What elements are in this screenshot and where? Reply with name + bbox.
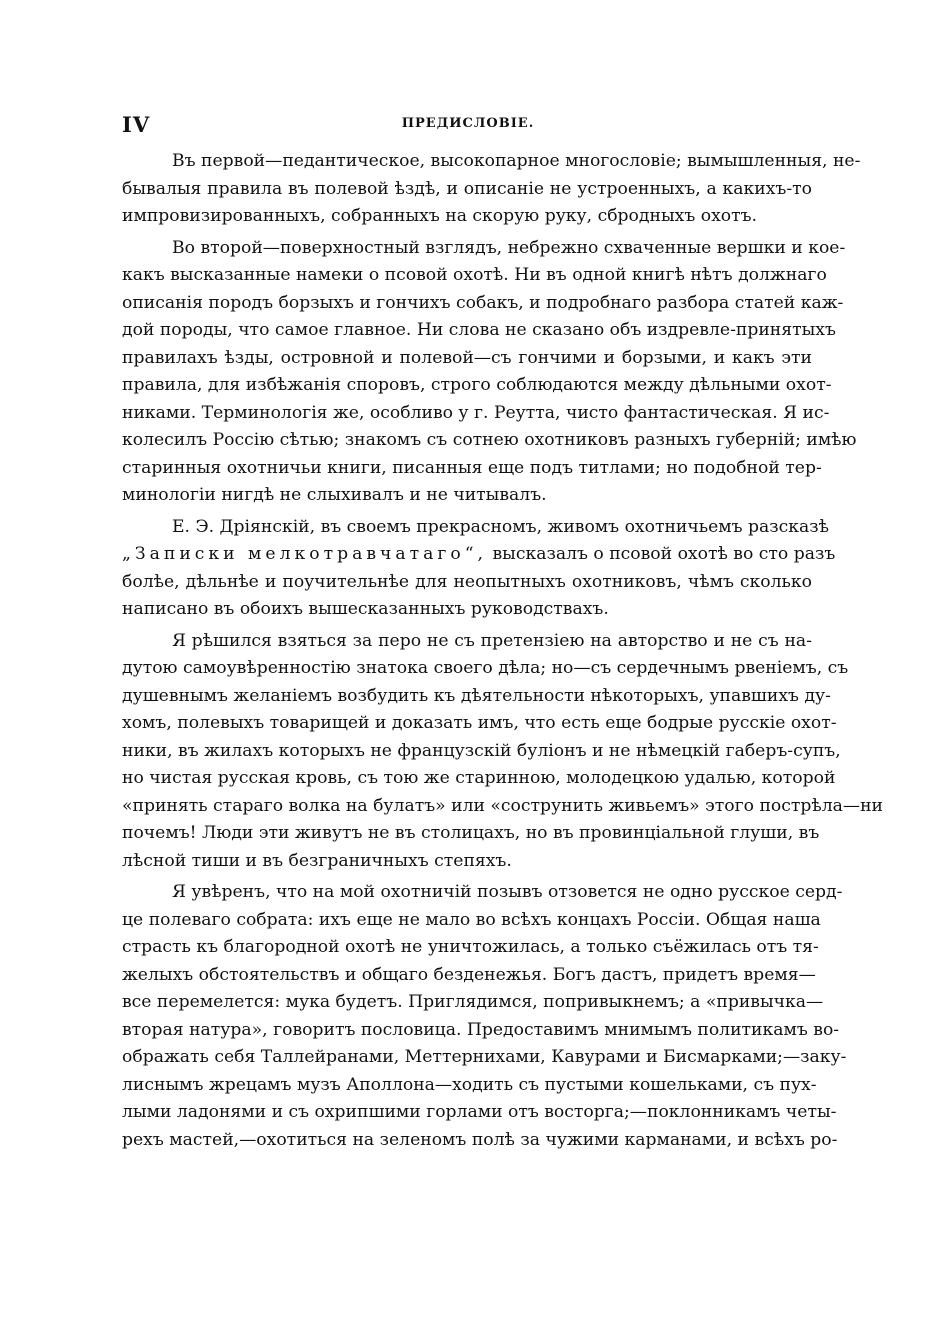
text-line: рехъ мастей,—охотиться на зеленомъ полѣ за чужими карманами, и всѣхъ ро-	[122, 1129, 838, 1150]
text-line: желыхъ обстоятельствъ и общаго безденежья. Богъ дастъ, придетъ время—	[122, 964, 816, 985]
text-line: Во второй—поверхностный взглядъ, небрежно схваченные вершки и кое-	[172, 237, 846, 258]
text-line: лыми ладонями и съ охрипшими горлами отъ восторга;—поклонникамъ четы-	[122, 1102, 837, 1122]
text-line: вторая натура», говоритъ пословица. Предоставимъ мнимымъ политикамъ во-	[122, 1019, 840, 1040]
text-line: какъ высказанные намеки о псовой охотѣ. Ни въ одной книгѣ нѣтъ должнаго	[122, 265, 827, 285]
paragraph-1	[122, 148, 861, 231]
text-line: ники, въ жилахъ которыхъ не французскій буліонъ и не нѣмецкій габеръ-супъ,	[122, 740, 841, 761]
text-line: колесилъ Россію сѣтью; знакомъ съ сотнею охотниковъ разныхъ губерній; имѣю	[122, 430, 857, 450]
text-line: никами. Терминологія же, особливо у г. Реутта, чисто фантастическая. Я ис-	[122, 402, 830, 423]
text-line: Въ первой—педантическое, высокопарное многословіе; вымышленныя, не-	[172, 151, 861, 171]
text-line: минологіи нигдѣ не слыхивалъ и не читывалъ.	[122, 485, 547, 505]
text-line: дой породы, что самое главное. Ни слова не сказано объ издревле-принятыхъ	[122, 320, 836, 340]
text-line: описанія породъ борзыхъ и гончихъ собакъ, и подробнаго разбора статей каж-	[122, 292, 844, 313]
text-line: но чистая русская кровь, съ тою же старинною, молодецкою удалью, которой	[122, 768, 836, 788]
text-line: хомъ, полевыхъ товарищей и доказать имъ, что есть еще бодрые русскіе охот-	[122, 713, 837, 733]
text-line: почемъ! Люди эти живутъ не въ столицахъ, но въ провинціальной глуши, въ	[122, 823, 820, 843]
paragraph-4	[122, 628, 884, 876]
book-title: „Записки мелкотравчатаго“,	[122, 544, 488, 564]
text-line: все перемелется: мука будетъ. Приглядимся, попривыкнемъ; а «привычка—	[122, 992, 824, 1012]
text-line: правилахъ ѣзды, островной и полевой—съ гончими и борзыми, и какъ эти	[122, 347, 812, 368]
text-line: Я увѣренъ, что на мой охотничій позывъ отзовется не одно русское серд-	[172, 882, 843, 902]
text-line: це полеваго собрата: ихъ еще не мало во всѣхъ концахъ Россіи. Общая наша	[122, 909, 821, 930]
text-line: болѣе, дѣльнѣе и поучительнѣе для неопытныхъ охотниковъ, чѣмъ сколько	[122, 571, 812, 592]
text-line: Е. Э. Дріянскій, въ своемъ прекрасномъ, живомъ охотничьемъ разсказѣ	[172, 516, 830, 537]
text-line: импровизированныхъ, собранныхъ на скорую руку, сбродныхъ охотъ.	[122, 206, 758, 226]
text-fragment: высказалъ о псовой охотѣ во сто разъ	[492, 544, 836, 564]
paragraph-2	[122, 235, 857, 510]
text-line: ображать себя Таллейранами, Меттернихами, Кавурами и Бисмарками;—заку-	[122, 1047, 847, 1067]
page-number: IV	[122, 112, 151, 137]
text-line: лѣсной тиши и въ безграничныхъ степяхъ.	[122, 850, 512, 871]
text-line: душевнымъ желаніемъ возбудить къ дѣятельности нѣкоторыхъ, упавшихъ ду-	[122, 685, 831, 706]
text-line: написано въ обоихъ вышесказанныхъ руководствахъ.	[122, 599, 609, 619]
paragraph-5	[122, 879, 847, 1154]
text-line: лиснымъ жрецамъ музъ Аполлона—ходить съ пустыми кошельками, съ пух-	[122, 1074, 817, 1095]
text-line: правила, для избѣжанія споровъ, строго соблюдаются между дѣльными охот-	[122, 375, 832, 395]
text-line: дутою самоувѣренностію знатока своего дѣла; но—съ сердечнымъ рвеніемъ, съ	[122, 658, 849, 678]
running-title: ПРЕДИСЛОВІЕ.	[401, 116, 535, 131]
text-line	[122, 541, 836, 569]
body-text	[122, 148, 884, 1158]
text-line: Я рѣшился взяться за перо не съ претензіею на авторство и не съ на-	[172, 630, 812, 651]
text-line: старинныя охотничьи книги, писанныя еще подъ титлами; но подобной тер-	[122, 457, 822, 478]
text-line: «принять стараго волка на булатъ» или «сострунить живьемъ» этого пострѣла—ни	[122, 795, 884, 816]
text-line: бывалыя правила въ полевой ѣздѣ, и описаніе не устроенныхъ, а какихъ-то	[122, 178, 812, 199]
paragraph-3	[122, 514, 836, 624]
text-line: страсть къ благородной охотѣ не уничтожилась, а только съёжилась отъ тя-	[122, 937, 819, 957]
